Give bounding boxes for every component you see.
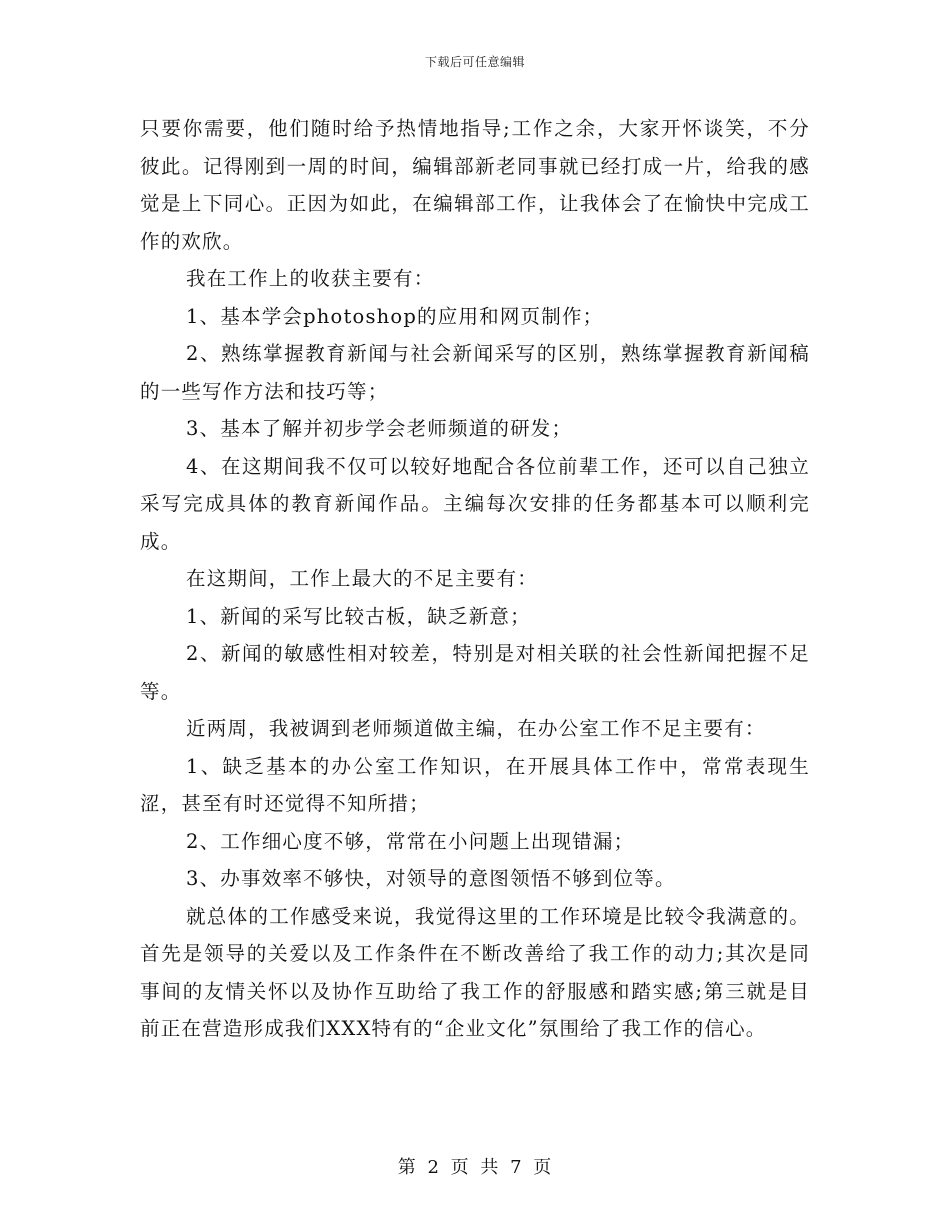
paragraph-14: 就总体的工作感受来说，我觉得这里的工作环境是比较令我满意的。首先是领导的关爱以及工作条件在不断改善给了我工作的动力;其次是同事间的友情关怀以及协作互助给了我工作的舒服感和踏实感;第三就是目前正在营造形成我们XXX特有的“企业文化”氛围给了我工作的信心。 [140,904,810,1040]
page-header: 下载后可任意编辑 [424,55,525,69]
paragraph-5: 3、基本了解并初步学会老师频道的研发； [186,417,573,440]
paragraph-2: 我在工作上的收获主要有： [186,267,435,290]
paragraph-1: 只要你需要，他们随时给予热情地指导;工作之余，大家开怀谈笑，不分彼此。记得刚到一周的时间，编辑部新老同事就已经打成一片，给我的感觉是上下同心。正因为如此，在编辑部工作，让我体会了在愉快中完成工作的欢欣。 [140,117,810,253]
paragraph-4: 2、熟练掌握教育新闻与社会新闻采写的区别，熟练掌握教育新闻稿的一些写作方法和技巧等； [140,342,810,403]
footer-prefix: 第 [397,1157,417,1178]
paragraph-6: 4、在这期间我不仅可以较好地配合各位前辈工作，还可以自己独立采写完成具体的教育新闻作品。主编每次安排的任务都基本可以顺利完成。 [140,454,810,553]
footer-current-page: 2 [427,1157,440,1178]
footer-mid: 页 [450,1157,470,1178]
paragraph-3: 1、基本学会photoshop的应用和网页制作； [186,304,604,328]
paragraph-7: 在这期间，工作上最大的不足主要有： [186,567,538,590]
paragraph-8: 1、新闻的采写比较古板，缺乏新意； [186,604,531,628]
footer-suffix: 页 [533,1157,553,1178]
page-footer [0,1153,950,1179]
footer-total-pages: 7 [510,1157,523,1178]
footer-of: 共 [480,1157,500,1178]
paragraph-10: 近两周，我被调到老师频道做主编，在办公室工作不足主要有： [186,717,766,740]
paragraph-13: 3、办事效率不够快，对领导的意图领悟不够到位等。 [186,867,676,890]
paragraph-9: 2、新闻的敏感性相对较差，特别是对相关联的社会性新闻把握不足等。 [140,642,810,703]
paragraph-12: 2、工作细心度不够，常常在小问题上出现错漏； [186,829,635,853]
paragraph-11: 1、缺乏基本的办公室工作知识，在开展具体工作中，常常表现生涩，甚至有时还觉得不知所措； [140,754,810,815]
document-body [140,110,810,1048]
